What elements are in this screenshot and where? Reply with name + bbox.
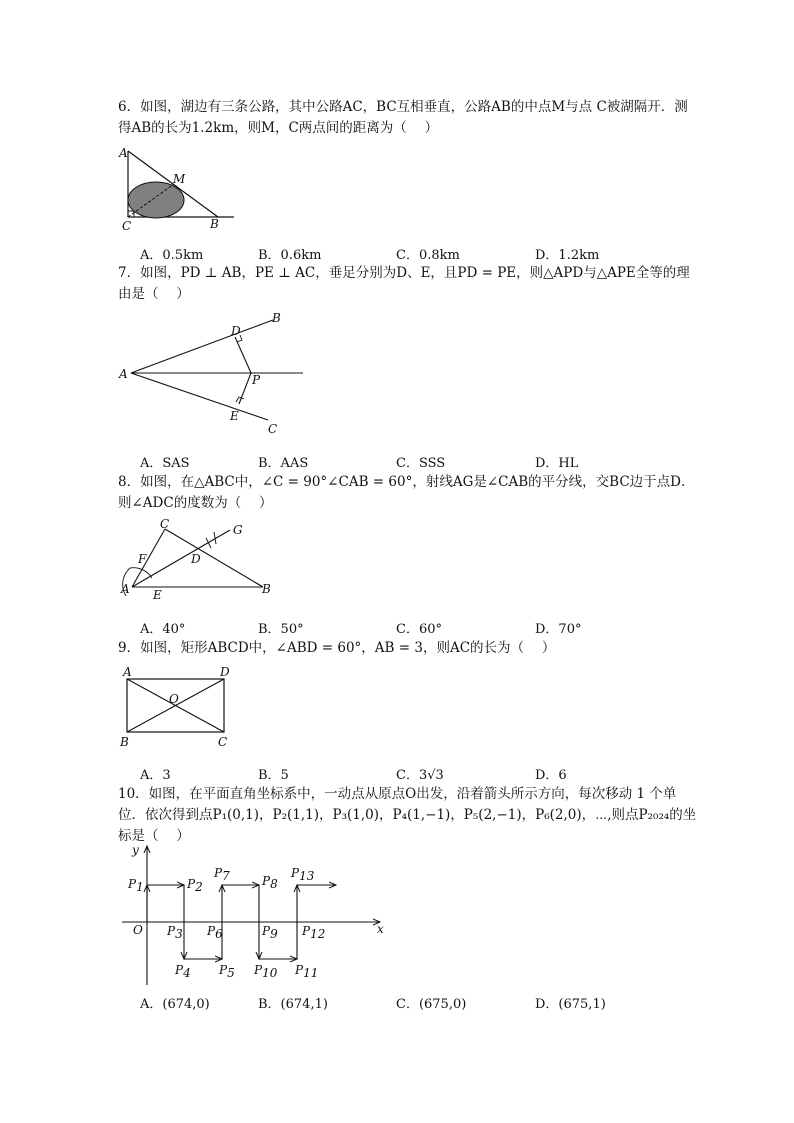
label-d: D [220, 665, 230, 679]
label-a: A [119, 367, 128, 381]
side-cb [165, 529, 263, 587]
label-p10: P10 [254, 963, 278, 980]
option-d[interactable]: D．(675,1) [535, 997, 606, 1012]
option-b[interactable]: B．50° [258, 622, 304, 637]
side-ac [132, 529, 165, 587]
label-p12: P12 [302, 924, 326, 941]
label-c: C [160, 517, 170, 531]
label-p2: P2 [187, 877, 203, 894]
question-9-figure [118, 664, 238, 754]
label-p13: P13 [291, 866, 315, 883]
question-9-options [140, 764, 720, 782]
label-p: P [252, 373, 261, 387]
question-10-figure [118, 840, 398, 985]
question-6-figure [118, 143, 238, 233]
label-p8: P8 [262, 874, 278, 891]
label-a: A [123, 665, 132, 679]
option-b[interactable]: B．(674,1) [258, 997, 328, 1012]
option-a[interactable]: A．SAS [140, 456, 190, 471]
question-10-text: 10．如图，在平面直角坐标系中，一动点从原点O出发，沿着箭头所示方向，每次移动 1 个单位．依次得到点P₁(0,1)，P₂(1,1)，P₃(1,0)，P₄(1,−1)，P₅(2,−1)，P₆(2,0)，⋯,则点P₂₀₂₄的坐标是（ ） [118, 786, 697, 844]
question-8-figure [118, 518, 278, 608]
option-b[interactable]: B．0.6km [258, 248, 322, 263]
label-p9: P9 [262, 924, 278, 941]
option-d[interactable]: D．70° [535, 622, 582, 637]
segment-pe [239, 373, 251, 404]
option-a[interactable]: A．0.5km [140, 248, 204, 263]
label-c: C [268, 422, 278, 436]
label-g: G [233, 523, 243, 537]
label-y: y [132, 843, 139, 857]
question-6-text: 6．如图，湖边有三条公路，其中公路AC，BC互相垂直，公路AB的中点M与点 C被湖隔开．测得AB的长为1.2km，则M，C两点间的距离为（ ） [118, 99, 688, 136]
option-a[interactable]: A．3 [140, 768, 171, 783]
lake [128, 182, 184, 218]
option-c[interactable]: C．60° [396, 622, 442, 637]
label-c: C [218, 735, 228, 749]
option-d[interactable]: D．1.2km [535, 248, 600, 263]
question-10-options [140, 993, 720, 1011]
label-o: O [133, 923, 143, 937]
question-6-options [140, 244, 720, 262]
label-p4: P4 [175, 963, 191, 980]
question-7-options [140, 452, 720, 470]
option-a[interactable]: A．40° [140, 622, 186, 637]
label-p1: P1 [128, 877, 144, 894]
label-b: B [262, 582, 271, 596]
label-c: C [122, 219, 132, 233]
label-e: E [153, 588, 162, 602]
label-p5: P5 [219, 963, 235, 980]
question-7-text: 7．如图，PD ⊥ AB，PE ⊥ AC，垂足分别为D、E，且PD = PE，则△APD与△APE全等的理由是（ ） [118, 265, 690, 302]
question-8-text: 8．如图，在△ABC中，∠C = 90°∠CAB = 60°，射线AG是∠CAB的平分线，交BC边于点D．则∠ADC的度数为（ ） [118, 474, 695, 511]
option-c[interactable]: C．0.8km [396, 248, 460, 263]
option-d[interactable]: D．HL [535, 456, 579, 471]
label-o: O [169, 692, 179, 706]
option-c[interactable]: C．SSS [396, 456, 446, 471]
ray-ab [131, 320, 273, 373]
label-f: F [138, 552, 147, 566]
label-b: B [272, 311, 281, 325]
label-p11: P11 [295, 963, 319, 980]
label-b: B [210, 217, 219, 231]
label-a: A [121, 582, 130, 596]
option-d[interactable]: D．6 [535, 768, 567, 783]
label-p6: P6 [207, 924, 223, 941]
segment-pd [235, 337, 251, 373]
question-8-options [140, 618, 720, 636]
label-d: D [231, 324, 241, 338]
option-a[interactable]: A．(674,0) [140, 997, 210, 1012]
label-a: A [119, 146, 128, 160]
label-m: M [173, 172, 186, 186]
option-c[interactable]: C．3√3 [396, 768, 444, 783]
question-7-figure [118, 308, 318, 438]
label-d: D [191, 552, 201, 566]
question-9-text: 9．如图，矩形ABCD中，∠ABD = 60°，AB = 3，则AC的长为（ ） [118, 640, 556, 656]
label-p7: P7 [214, 866, 230, 883]
ray-ac [131, 373, 268, 420]
option-b[interactable]: B．AAS [258, 456, 309, 471]
label-p3: P3 [167, 924, 183, 941]
label-e: E [230, 409, 239, 423]
label-b: B [120, 735, 129, 749]
option-c[interactable]: C．(675,0) [396, 997, 467, 1012]
option-b[interactable]: B．5 [258, 768, 289, 783]
label-x: x [377, 922, 384, 936]
